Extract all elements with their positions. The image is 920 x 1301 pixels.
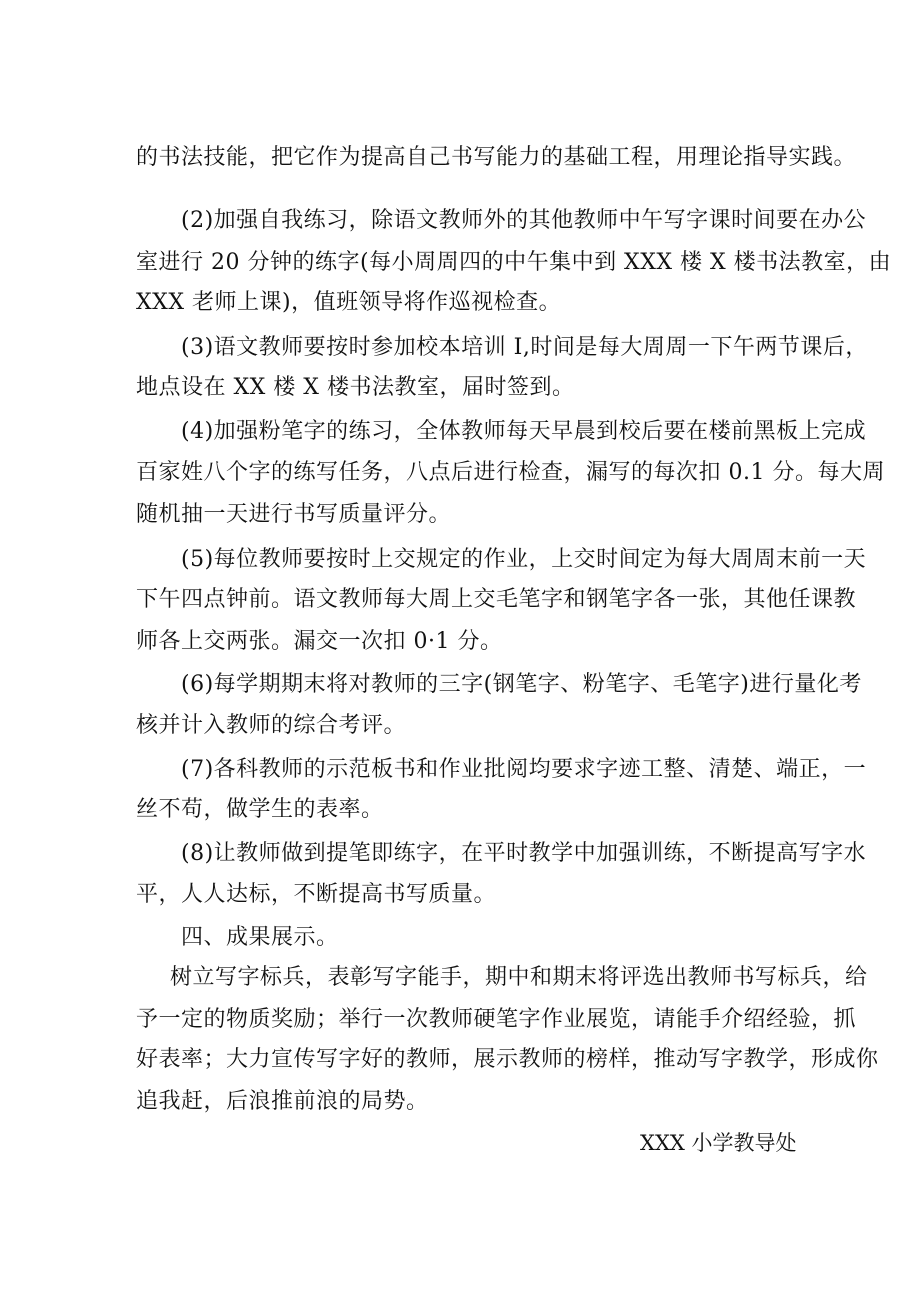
paragraph-line: 的书法技能，把它作为提高自己书写能力的基础工程，用理论指导实践。 (136, 145, 857, 170)
paragraph-line: 好表率；大力宣传写字好的教师，展示教师的榜样，推动写字教学，形成你 (136, 1047, 879, 1072)
paragraph-line: 树立写字标兵，表彰写字能手，期中和期末将评选出教师书写标兵，给 (170, 965, 868, 990)
paragraph-line: 百家姓八个字的练写任务，八点后进行检查，漏写的每次扣 0.1 分。每大周 (136, 460, 885, 485)
paragraph-line: XXX 老师上课)，值班领导将作巡视检查。 (136, 290, 562, 315)
paragraph-line: (3)语文教师要按时参加校本培训 I,时间是每大周周一下午两节课后， (181, 335, 868, 360)
paragraph-line: 下午四点钟前。语文教师每大周上交毛笔字和钢笔字各一张，其他任课教 (136, 587, 857, 612)
paragraph-line: (4)加强粉笔字的练习，全体教师每天早晨到校后要在楼前黑板上完成 (181, 419, 867, 444)
paragraph-line: (5)每位教师要按时上交规定的作业，上交时间定为每大周周末前一天 (181, 547, 867, 572)
paragraph-line: 师各上交两张。漏交一次扣 0·1 分。 (136, 629, 503, 654)
paragraph-line: (7)各科教师的示范板书和作业批阅均要求字迹工整、清楚、端正，一 (181, 757, 867, 782)
signature: XXX 小学教导处 (640, 1131, 797, 1155)
paragraph-line: 平，人人达标，不断提高书写质量。 (136, 882, 497, 907)
paragraph-line: 室进行 20 分钟的练字(每小周周四的中午集中到 XXX 楼 X 楼书法教室，由 (136, 250, 892, 275)
paragraph-line: (8)让教师做到提笔即练字，在平时教学中加强训练，不断提高写字水 (181, 841, 867, 866)
paragraph-line: (6)每学期期末将对教师的三字(钢笔字、粉笔字、毛笔字)进行量化考 (181, 672, 862, 697)
paragraph-line: 追我赶，后浪推前浪的局势。 (136, 1089, 429, 1114)
paragraph-line: 核并计入教师的综合考评。 (136, 713, 407, 738)
section-heading: 四、成果展示。 (181, 925, 339, 950)
paragraph-line: (2)加强自我练习，除语文教师外的其他教师中午写字课时间要在办公 (181, 208, 867, 233)
paragraph-line: 随机抽一天进行书写质量评分。 (136, 502, 452, 527)
paragraph-line: 予一定的物质奖励；举行一次教师硬笔字作业展览，请能手介绍经验，抓 (136, 1007, 857, 1032)
paragraph-line: 地点设在 XX 楼 X 楼书法教室，届时签到。 (136, 375, 575, 400)
paragraph-line: 丝不苟，做学生的表率。 (136, 797, 384, 822)
